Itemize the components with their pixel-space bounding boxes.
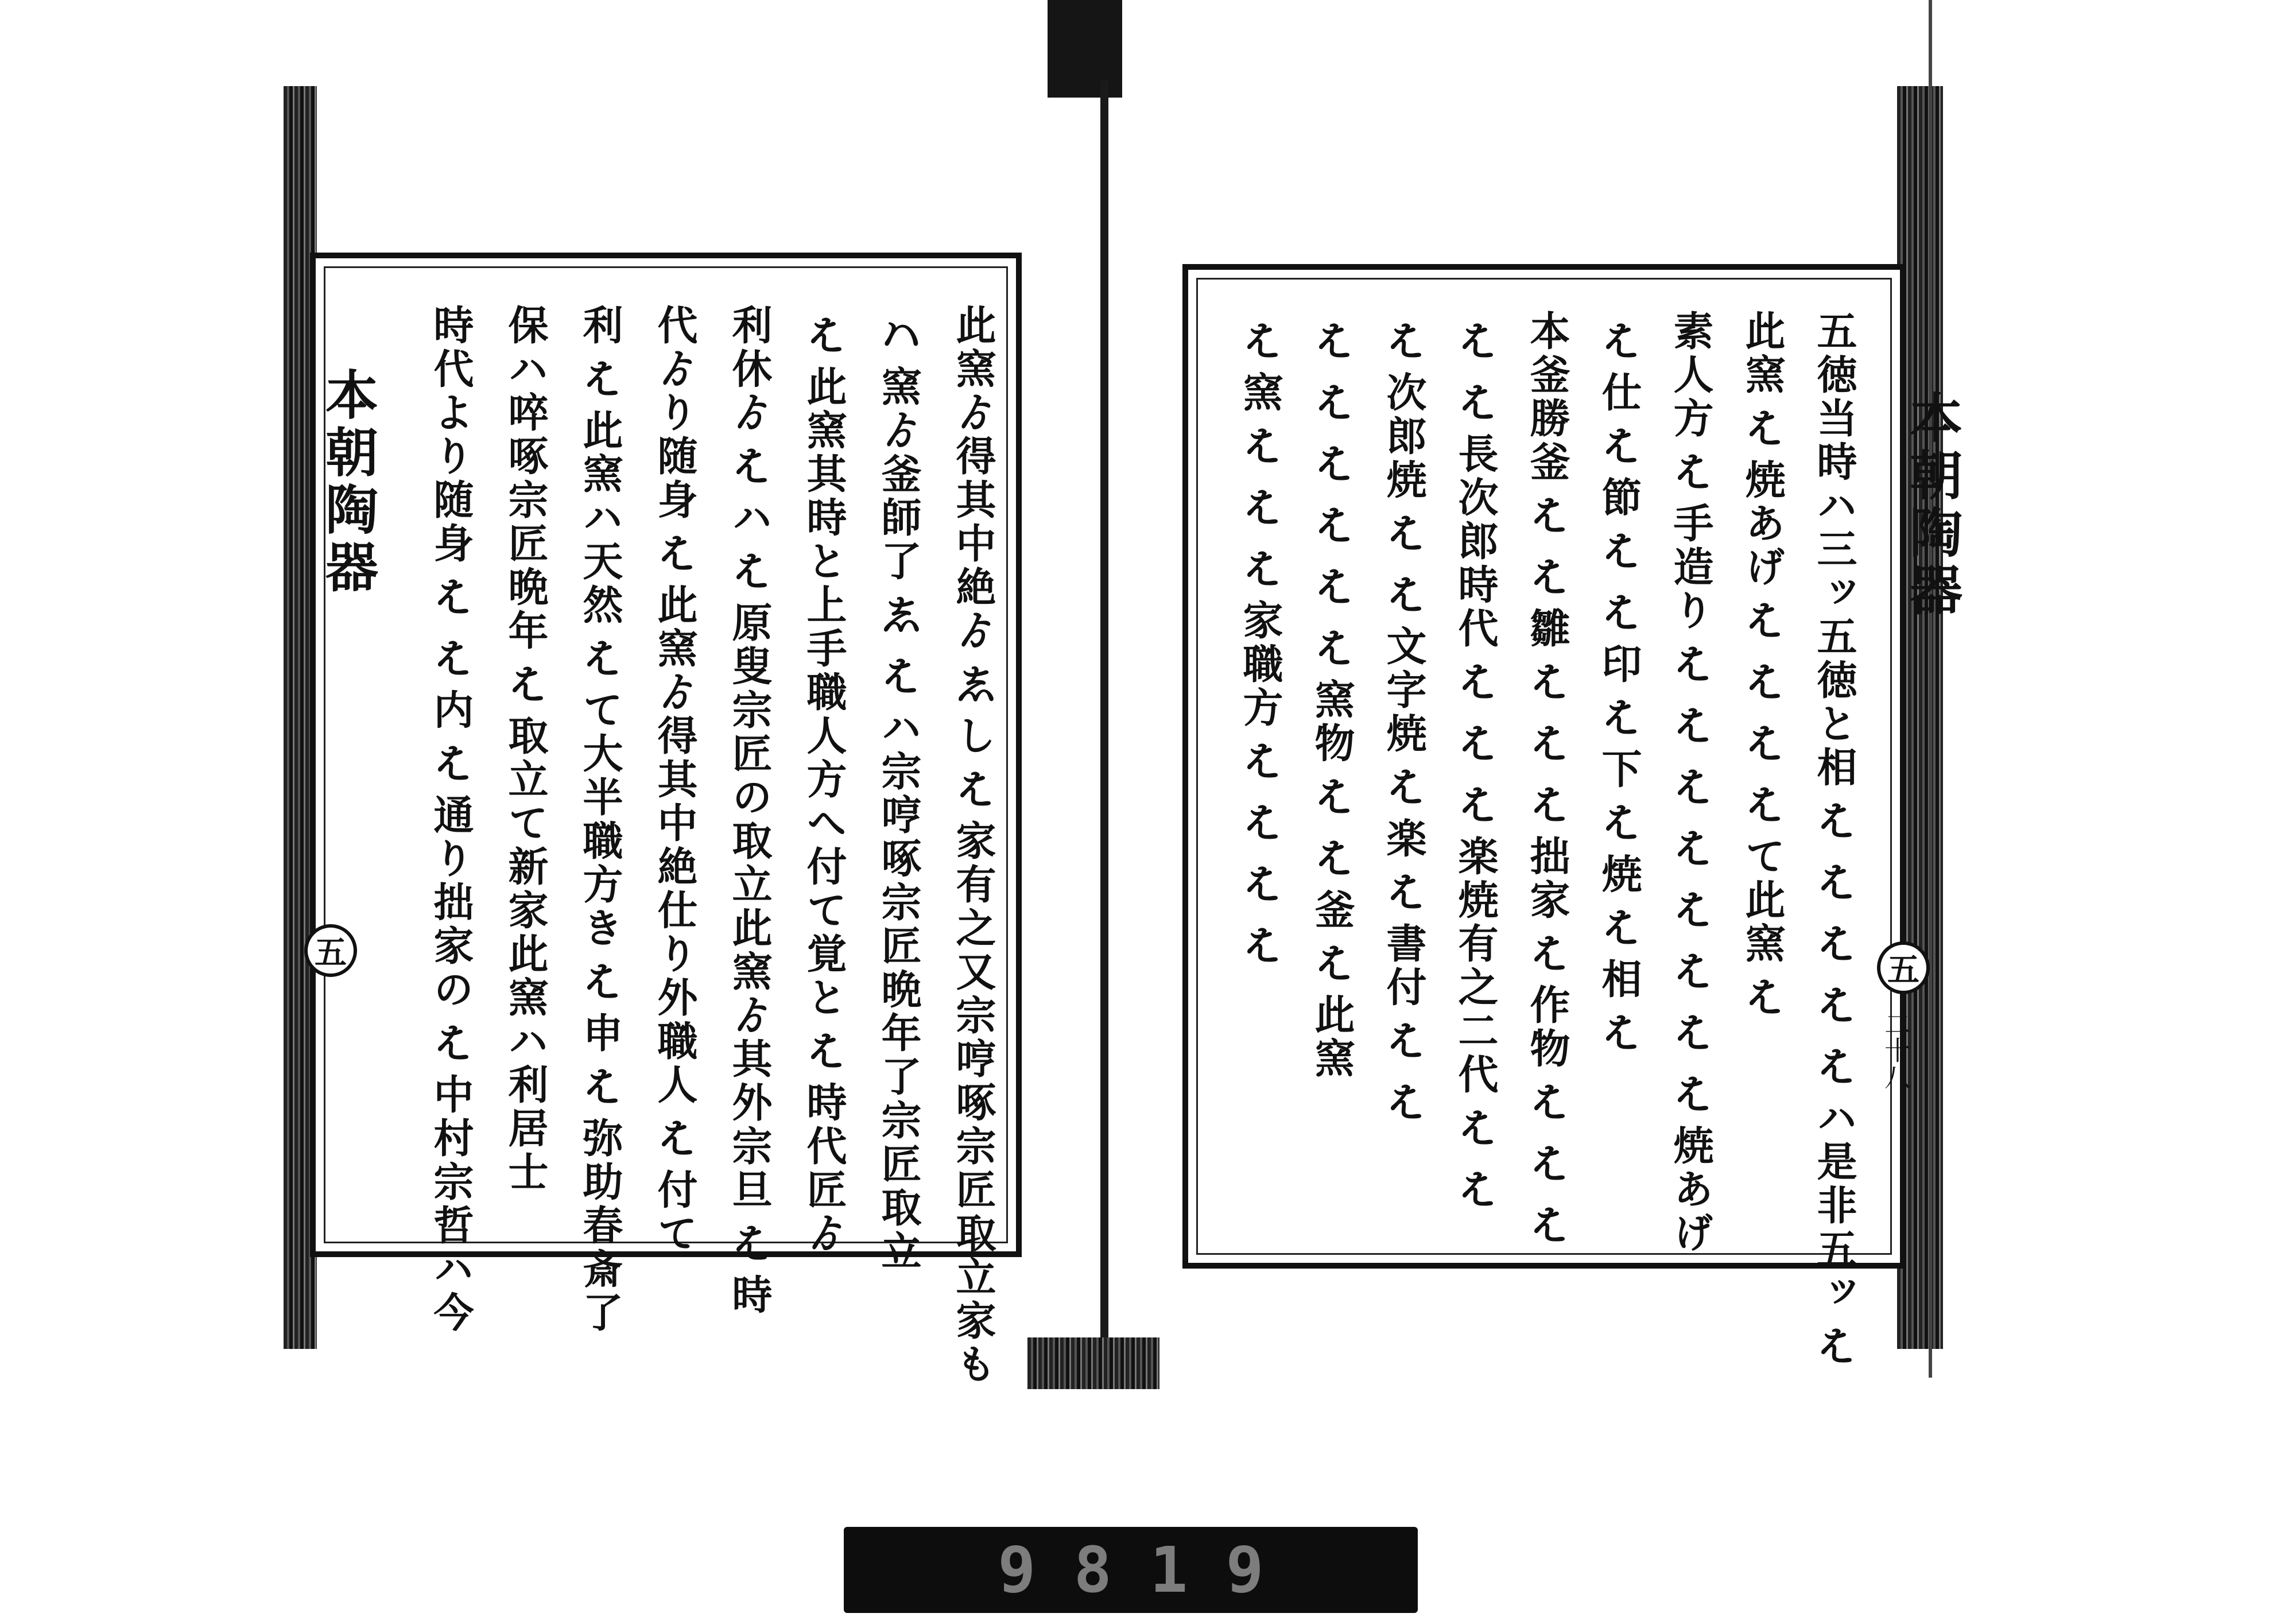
left-text-column-4: 利休ゟ𛂦ハ𛂦原叟宗匠の取立此窯ゟ其外宗旦𛂦時 <box>726 304 773 1317</box>
right-text-column-7: 𛂦次郎焼𛂦𛂦文字焼𛂦楽𛂦書付𛂦𛂦 <box>1380 310 1428 1133</box>
bottom-stamp <box>844 1527 1418 1613</box>
right-page-number: 二十八 <box>1880 1010 1911 1089</box>
right-text-column-1: 五徳当時ハ三ッ五徳と相𛂦𛂦𛂦𛂦𛂦ハ是非五ッ𛂦 <box>1810 310 1858 1376</box>
center-spine-bottom <box>1027 1337 1159 1389</box>
right-outer-line <box>1929 0 1932 1378</box>
right-text-column-5: 本釜勝釜𛂦𛂦雛𛂦𛂦𛂦拙家𛂦作物𛂦𛂦𛂦 <box>1523 310 1571 1255</box>
left-text-column-8: 時代より随身𛂦𛂦内𛂦通り拙家の𛂦中村宗哲ハ今 <box>427 304 475 1335</box>
right-text-column-6: 𛂦𛂦長次郎時代𛂦𛂦𛂦楽焼有之二代𛂦𛂦 <box>1452 310 1499 1220</box>
right-text-column-9: 𛂦窯𛂦𛂦𛂦家職方𛂦𛂦𛂦𛂦 <box>1236 310 1284 976</box>
right-text-column-8: 𛂦𛂦𛂦𛂦𛂦𛂦窯物𛂦𛂦釜𛂦此窯 <box>1308 310 1356 1081</box>
stamp-text: 9 8 1 9 <box>998 1533 1264 1607</box>
right-text-column-2: 此窯𛂦焼あげ𛂦𛂦𛂦𛂦て此窯𛂦 <box>1739 310 1786 1027</box>
right-margin-title: 本朝陶器 <box>1901 390 1963 620</box>
left-text-column-6: 利𛂦此窯ハ天然𛂦て大半職方き𛂦申𛂦弥助春斎了 <box>576 304 624 1335</box>
left-margin-title: 本朝陶器 <box>317 367 379 597</box>
left-section-mark: 五 <box>304 924 357 977</box>
right-text-column-3: 素人方𛂦手造り𛂦𛂦𛂦𛂦𛂦𛂦𛂦𛂦焼あげ <box>1667 310 1715 1255</box>
center-spine-line <box>1100 80 1108 1349</box>
left-text-column-3: 𛂦此窯其時と上手職人方へ付て覚と𛂦時代匠ゟ <box>800 304 848 1256</box>
right-text-column-4: 𛂦仕𛂦節𛂦𛂦印𛂦下𛂦焼𛂦相𛂦 <box>1595 310 1643 1063</box>
left-text-column-5: 代ゟり随身𛂦此窯ゟ得其中絶仕り外職人𛂦付て <box>651 304 699 1256</box>
center-spine-top <box>1048 0 1122 98</box>
left-text-column-2: 𛂞窯ゟ釜師了𛁈𛂦ハ宗哼啄宗匠晩年了宗匠取立 <box>875 304 922 1274</box>
left-text-column-1: 此窯ゟ得其中絶ゟ𛁈し𛂦家有之又宗哼啄宗匠取立家も <box>949 304 997 1387</box>
left-text-column-7: 保ハ啐啄宗匠晩年𛂦取立て新家此窯ハ利居士 <box>502 304 549 1195</box>
right-section-mark: 五 <box>1877 941 1930 994</box>
